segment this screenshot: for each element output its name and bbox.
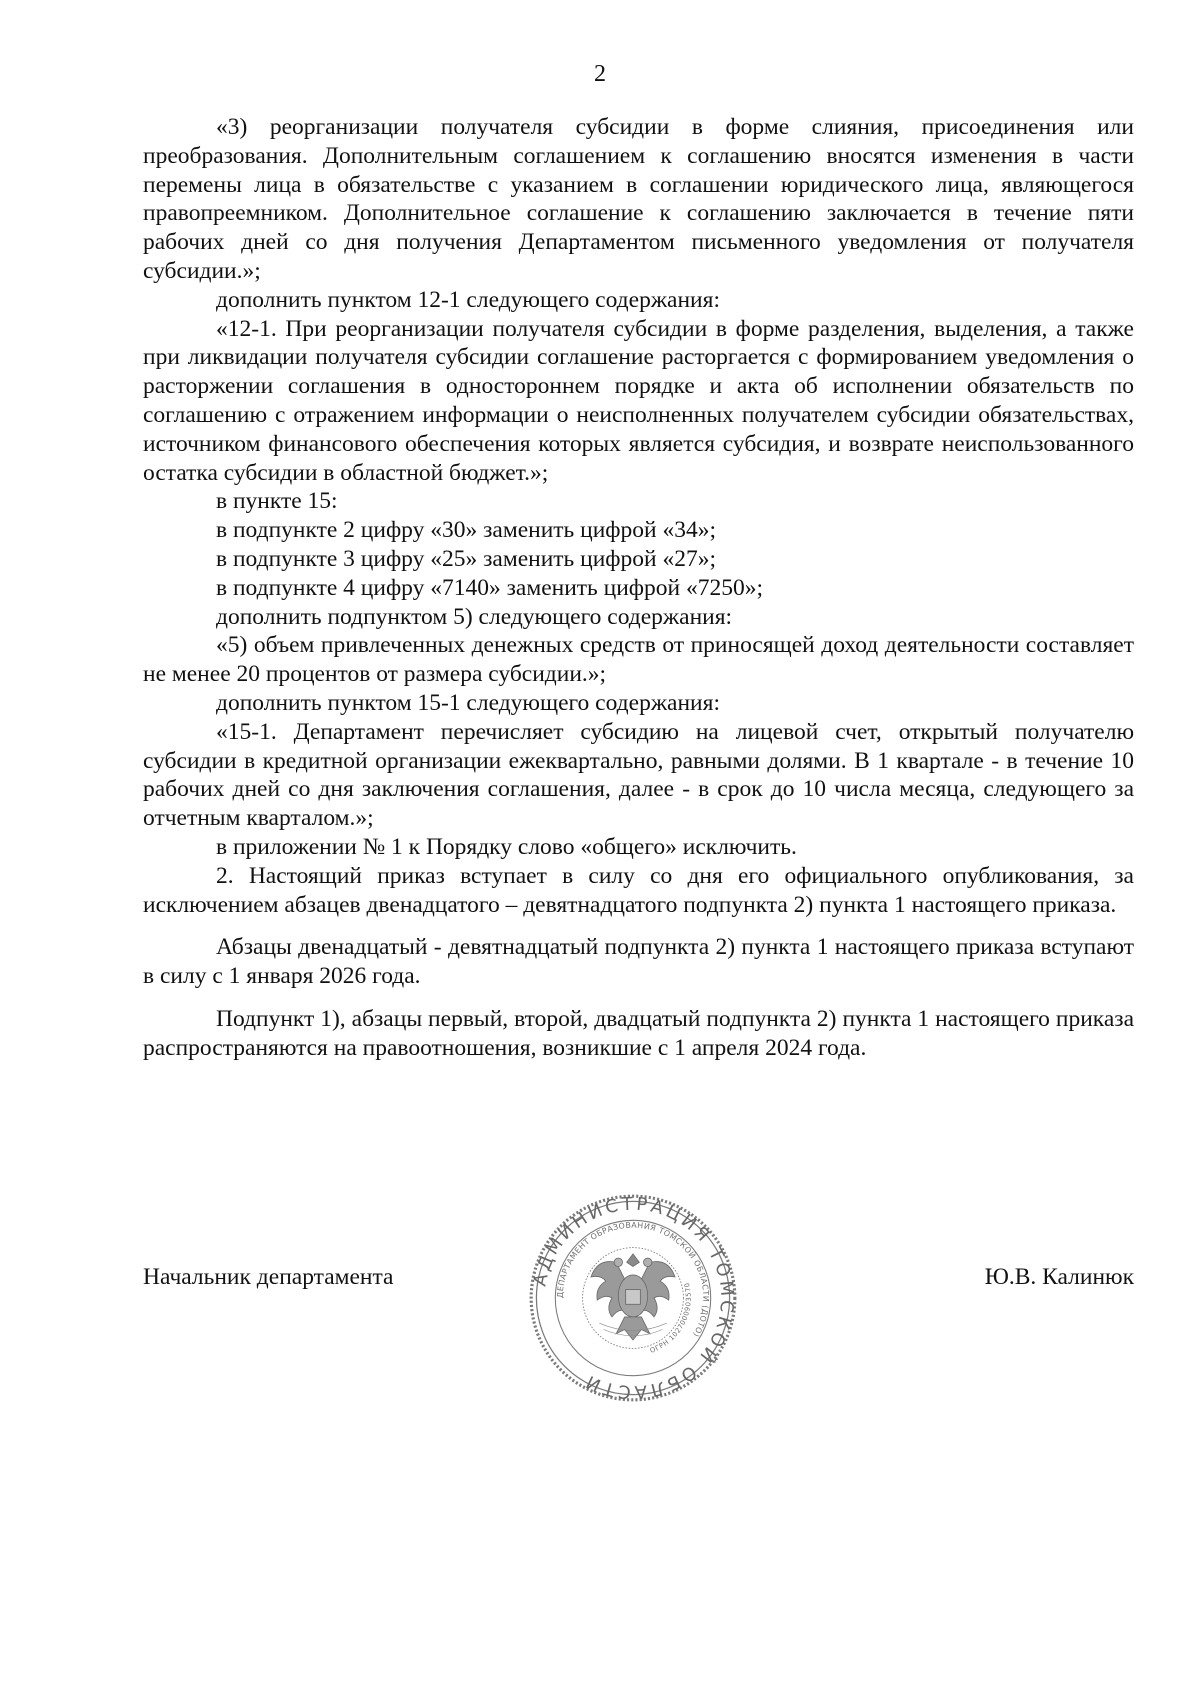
paragraph-item-15: в пункте 15: [216,488,338,515]
paragraph-effective-2024: Подпункт 1), абзацы первый, второй, двадцатый подпункта 2) пункта 1 настоящего приказа распространяются на правоотношения, возникшие с 1 апреля 2024 года. [143,1005,1134,1061]
seal-ogrn-text: ОГРН 1027000903570 [648,1281,693,1355]
paragraph-appendix-1: в приложении № 1 к Порядку слово «общего» исключить. [216,833,797,860]
paragraph-subitem-5: «5) объем привлеченных денежных средств от приносящей доход деятельности составляет не менее 20 процентов от размера субсидии.»; [143,632,1134,688]
document-body [143,113,1134,1063]
signatory-name: Ю.В. Калинюк [984,1264,1134,1290]
paragraph-subitem-4: в подпункте 4 цифру «7140» заменить цифрой «7250»; [216,574,763,601]
seal-inner-text: ДЕПАРТАМЕНТ ОБРАЗОВАНИЯ ТОМСКОЙ ОБЛАСТИ (ДОТО) [555,1220,711,1339]
paragraph-reorganization-3: «3) реорганизации получателя субсидии в форме слияния, присоединения или преобразования. Дополнительным соглашением к соглашению вносятся изменения в части перемены лица в обязательстве с указанием в соглашении юридического лица, являющегося правопреемником. Дополнительное соглашение к соглашению заключается в течение пяти рабочих дней со дня получения Департаментом письменного уведомления от получателя субсидии.»; [143,114,1134,284]
official-seal [528,1193,738,1403]
paragraph-item-12-1: «12-1. При реорганизации получателя субсидии в форме разделения, выделения, а также при ликвидации получателя субсидии соглашение расторгается с формированием уведомления о расторжении соглашения в одностороннем порядке и акта об исполнении обязательств по соглашению с отражением информации о неисполненных получателем субсидии обязательствах, источником финансового обеспечения которых является субсидия, и возврате неиспользованного остатка субсидии в областной бюджет.»; [143,315,1134,486]
coat-of-arms-eagle-icon [591,1254,675,1340]
paragraph-add-item-12-1: дополнить пунктом 12-1 следующего содержания: [216,286,720,313]
paragraph-add-subitem-5: дополнить подпунктом 5) следующего содержания: [216,603,733,630]
paragraph-subitem-2: в подпункте 2 цифру «30» заменить цифрой «34»; [216,517,716,544]
seal-outer-text: АДМИНИСТРАЦИЯ ТОМСКОЙ ОБЛАСТИ [529,1193,738,1403]
paragraph-effective-2026: Абзацы двенадцатый - девятнадцатый подпункта 2) пункта 1 настоящего приказа вступают в силу с 1 января 2026 года. [143,934,1134,990]
paragraph-subitem-3: в подпункте 3 цифру «25» заменить цифрой «27»; [216,545,716,572]
paragraph-item-15-1: «15-1. Департамент перечисляет субсидию на лицевой счет, открытый получателю субсидии в кредитной организации ежеквартально, равными долями. В 1 квартале - в течение 10 рабочих дней со дня заключения соглашения, далее - в срок до 10 числа месяца, следующего за отчетным кварталом.»; [143,718,1134,832]
signatory-title: Начальник департамента [143,1264,394,1290]
paragraph-clause-2: 2. Настоящий приказ вступает в силу со дня его официального опубликования, за исключением абзацев двенадцатого – девятнадцатого подпункта 2) пункта 1 настоящего приказа. [143,862,1134,918]
page-number: 2 [594,61,606,87]
paragraph-add-item-15-1: дополнить пунктом 15-1 следующего содержания: [216,689,720,716]
